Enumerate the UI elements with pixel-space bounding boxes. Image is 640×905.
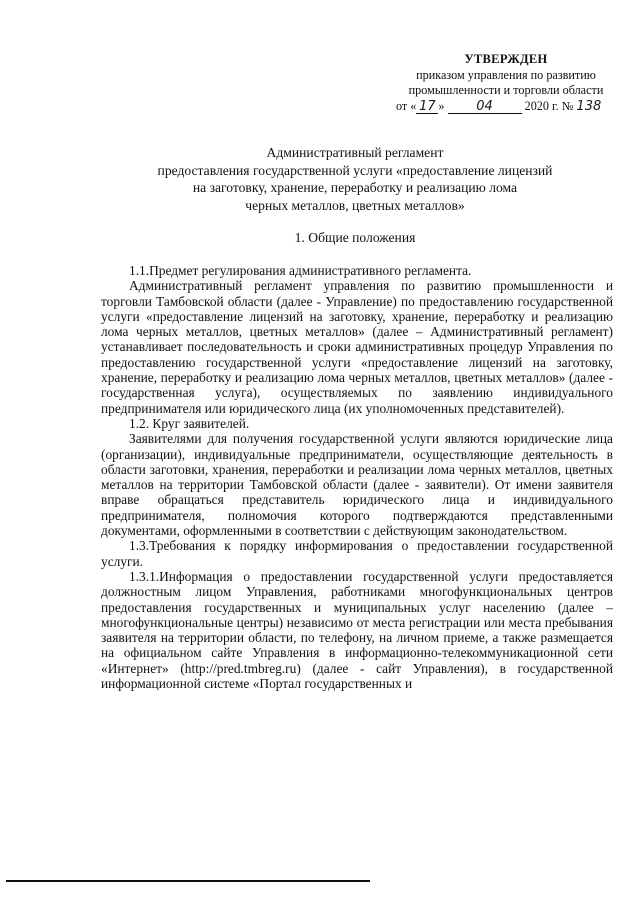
approval-authority-line: промышленности и торговли области xyxy=(408,83,604,97)
section-heading: 1. Общие положения xyxy=(294,230,416,245)
footnote-divider xyxy=(6,880,370,882)
date-day: 17 xyxy=(416,101,438,114)
title-line-2: предоставления государственной услуги «предоставление лицензий xyxy=(157,162,553,178)
paragraph-1-3: 1.3.Требования к порядку информирования о предоставлении государственной услуги. xyxy=(101,538,613,569)
approval-stamp xyxy=(396,52,616,114)
date-year: 2020 г. № xyxy=(524,98,574,113)
document-title xyxy=(100,144,610,214)
approval-heading: УТВЕРЖДЕН xyxy=(464,52,548,66)
paragraph-regulation: Административный регламент управления по развитию промышленности и торговли Тамбовской области (далее - Управление) по предоставлению государственной услуги «предоставление лицензий на заготовку, хранение, переработку и реализацию лома черных металлов, цветных металлов» (далее – Административный регламент) устанавливает последовательность и сроки административных процедур Управления по предоставлению государственной услуги «предоставление лицензий на заготовку, хранение, переработку и реализацию лома черных металлов, цветных металлов» (далее - государственная услуга), осуществляемых по заявлению индивидуального предпринимателя или юридического лица (их уполномоченных представителей). xyxy=(101,278,613,416)
date-prefix: от « xyxy=(396,98,417,113)
paragraph-1-2: 1.2. Круг заявителей. xyxy=(129,415,250,431)
title-line-4: черных металлов, цветных металлов» xyxy=(245,197,465,213)
date-mid: » xyxy=(438,98,445,113)
approval-order-line: приказом управления по развитию xyxy=(416,67,596,82)
approval-date-line xyxy=(396,99,616,115)
paragraph-applicants: Заявителями для получения государственной услуги являются юридические лица (организации), индивидуальные предприниматели, осуществляющие деятельность в области заготовки, хранения, переработки и реализации лома черных металлов, цветных металлов на территории Тамбовской области (далее - заявители). От имени заявителя вправе обращаться представитель юридического лица и индивидуального предпринимателя, полномочия которого подтверждаются представленными документами, оформленными в соответствии с действующим законодательством. xyxy=(101,431,613,539)
date-month: 04 xyxy=(448,101,522,114)
title-line-1: Административный регламент xyxy=(266,145,444,160)
paragraph-1-3-1: 1.3.1.Информация о предоставлении государственной услуги предоставляется должностным лицом Управления, работниками многофункциональных центров предоставления государственных и муниципальных услуг населению (далее – многофункциональные центры) независимо от места регистрации или места пребывания заявителя на территории области, по телефону, на личном приеме, а также размещается на официальном сайте Управления в информационно-телекоммуникационной сети «Интернет» (http://pred.tmbreg.ru) (далее - сайт Управления), в государственной информационной системе «Портал государственных и xyxy=(101,568,613,692)
paragraph-1-1: 1.1.Предмет регулирования административного регламента. xyxy=(129,263,472,278)
title-line-3: на заготовку, хранение, переработку и реализацию лома xyxy=(192,180,518,195)
doc-number: 138 xyxy=(576,98,602,114)
document-body xyxy=(101,263,613,691)
